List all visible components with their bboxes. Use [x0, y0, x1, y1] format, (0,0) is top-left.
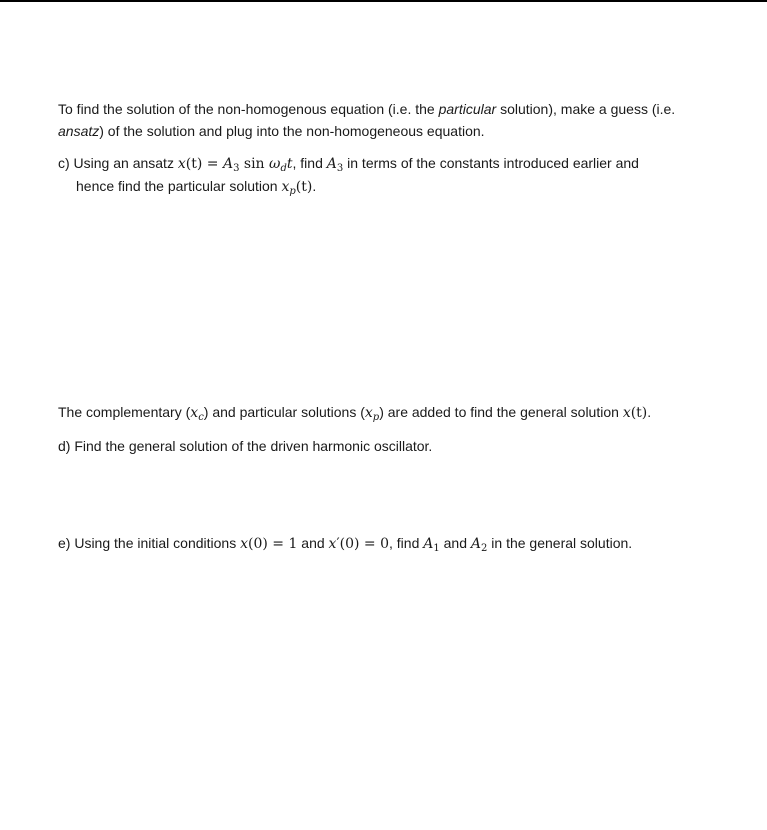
xc-sub: c: [198, 412, 204, 423]
question-c-text-3: hence find the particular solution: [76, 178, 282, 194]
xp-symbol: [365, 405, 379, 421]
xc-symbol: [190, 405, 204, 421]
question-e-text-5: in the general solution.: [487, 535, 633, 551]
intro-text-1: To find the solution of the non-homogenous equation (i.e. the: [58, 101, 439, 117]
general-solution-symbol: [623, 405, 647, 421]
question-c-label: c) Using an ansatz: [58, 155, 178, 171]
comp-x-arg: (t): [630, 405, 648, 421]
comp-xp-sub: p: [372, 412, 380, 423]
ansatz-equation: [178, 156, 293, 172]
comp-text-1: The complementary (: [58, 404, 191, 420]
xp-sub: p: [289, 186, 296, 197]
initial-condition-1: [240, 536, 297, 552]
ansatz-coef: A: [222, 156, 234, 172]
a1-sub: 1: [433, 543, 440, 554]
question-e: [58, 532, 718, 555]
question-d: [58, 435, 718, 457]
ansatz-t: t: [286, 156, 293, 172]
coef-a1: [423, 536, 440, 552]
intro-text-3: ) of the solution and plug into the non-homogeneous equation.: [99, 123, 485, 139]
intro-paragraph: [58, 98, 718, 142]
cond1-rest: (0) = 1: [248, 536, 298, 552]
xc-letter: x: [190, 405, 199, 421]
particular-solution-symbol: [281, 179, 312, 195]
question-c-text-1: , find: [292, 155, 327, 171]
ansatz-x: x: [177, 156, 186, 172]
coef-a3: [327, 156, 344, 172]
question-c: [58, 152, 718, 198]
question-c-text-4: .: [312, 178, 317, 194]
coef-a3-letter: A: [326, 156, 337, 172]
intro-text-2: solution), make a guess (i.e.: [496, 101, 676, 117]
question-e-text-3: , find: [389, 535, 424, 551]
ansatz-sin: sin: [239, 156, 270, 172]
ansatz-arg: (t) =: [185, 156, 223, 172]
xp-arg: (t): [295, 179, 313, 195]
question-d-text: d) Find the general solution of the driven harmonic oscillator.: [58, 438, 433, 454]
xp-letter: x: [281, 179, 290, 195]
question-e-text-1: e) Using the initial conditions: [58, 535, 241, 551]
ansatz-omega: ω: [269, 156, 281, 172]
a1-letter: A: [423, 536, 434, 552]
coef-a3-sub: 3: [336, 163, 344, 174]
coef-a2: [471, 536, 488, 552]
intro-emphasis-particular: particular: [438, 101, 497, 117]
question-c-text-2: in terms of the constants introduced earlier and: [343, 155, 639, 171]
top-border-line: [0, 0, 767, 2]
ansatz-coef-sub: 3: [233, 163, 240, 174]
cond1-x: x: [240, 536, 249, 552]
question-e-text-4: and: [439, 535, 471, 551]
comp-text-4: .: [647, 404, 652, 420]
initial-condition-2: [329, 536, 389, 552]
comp-text-3: ) are added to find the general solution: [379, 404, 623, 420]
cond2-x: x: [328, 536, 337, 552]
complementary-paragraph: [58, 401, 718, 424]
comp-xp-letter: x: [364, 405, 373, 421]
a2-letter: A: [470, 536, 482, 552]
question-e-text-2: and: [297, 535, 329, 551]
cond2-rest: ′(0) = 0: [336, 536, 389, 552]
ansatz-omega-sub: d: [280, 163, 287, 174]
question-c-line-2: [58, 175, 718, 198]
comp-x-letter: x: [622, 405, 631, 421]
intro-emphasis-ansatz: ansatz: [58, 123, 100, 139]
comp-text-2: ) and particular solutions (: [203, 404, 365, 420]
a2-sub: 2: [481, 543, 488, 554]
